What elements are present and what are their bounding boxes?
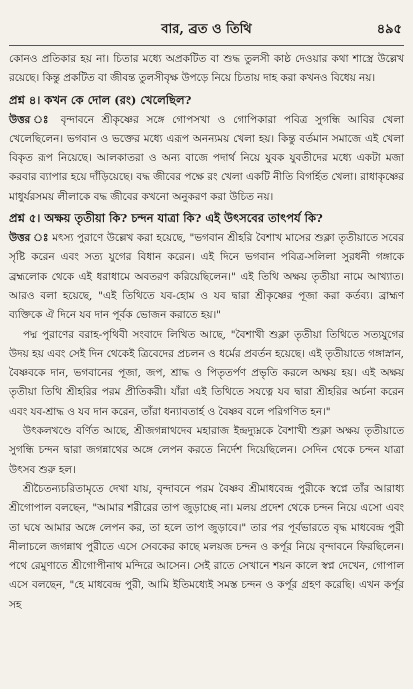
body-paragraph: কোনও প্রতিকার হয় না। চিতার মধ্যে অপ্রকটিত বা শুদ্ধ তুলসী কাষ্ঠ দেওয়ার কথা শাস্ত্রে উল্লেখ রয়েছে। কিন্তু প্রকটিত বা জীবন্ত তুলসীবৃক্ষ উপড়ে নিয়ে চিতায় দাহ করা কখনও বিধেয় নয়। <box>9 53 404 85</box>
body-paragraph: শ্রীচৈতন্যচরিতামৃতে দেখা যায়, বৃন্দাবনে পরম বৈষ্ণব শ্রীমাধবেন্দ্র পুরীকে স্বপ্নে তাঁর আরাধ্য শ্রীগোপাল বলছেন, "আমার শরীরের তাপ জুড়াচ্ছে না। মলয় প্রদেশ থেকে চন্দন নিয়ে এসো এবং তা ঘষে আমার অঙ্গে লেপন কর, তা হলে তাপ জুড়াবে।" তার পর পূর্বভারতে বৃদ্ধ মাধবেন্দ্র পুরী নীলাচলে জগন্নাথ পুরীতে এসে সেবকের কাছে মলয়জ চন্দন ও কর্পূর নিয়ে বৃন্দাবনে ফিরছিলেন। পথে রেমুণাতে শ্রীগোপীনাথ মন্দিরে আসেন। সেই রাতে সেখানে শয়ন কালে স্বপ্ন দেখেন, গোপাল এসে বলছেন, "হে মাধবেন্দ্র পুরী, আমি ইতিমধ্যেই সমস্ত চন্দন ও কর্পূর গ্রহণ করেছি। এখন কর্পূর সহ <box>9 482 404 611</box>
running-title: বার, ব্রত ও তিথি <box>161 22 252 37</box>
body-paragraph: পদ্ম পুরাণের বরাহ-পৃথিবী সংবাদে লিখিত আছে, "বৈশাখী শুক্লা তৃতীয়া তিথিতে সত্যযুগের উদয় হয় এবং সেই দিন থেকেই ত্রিবেদের প্রচলন ও ধর্মের প্রবর্তন হয়েছে। এই তৃতীয়াতে গঙ্গাস্নান, বৈষ্ণবকে দান, ভগবানের পূজা, জপ, শ্রাদ্ধ ও পিতৃতর্পণ প্রভৃতি করলে অক্ষয় হয়। এই অক্ষয় তৃতীয়া তিথি শ্রীহরির পরম প্রীতিকরী। যাঁরা এই তিথিতে সযত্নে যব দ্বারা শ্রীহরির অর্চনা করেন এবং যব-শ্রাদ্ধ ও যব দান করেন, তাঁরা ধন্যাবতার্হ ও বৈষ্ণব বলে পরিগণিত হন।" <box>9 328 404 418</box>
header-rule <box>9 45 404 46</box>
page-body <box>9 50 404 615</box>
question-heading: প্রশ্ন ৫। অক্ষয় তৃতীয়া কি? চন্দন যাত্রা কি? এই উৎসবের তাৎপর্য কি? <box>9 211 323 226</box>
answer-label: উত্তর ঃ <box>9 232 49 245</box>
answer-text: বৃন্দাবনে শ্রীকৃষ্ণের সঙ্গে গোপসখা ও গোপিকারা পবিত্র সুগন্ধি আবির খেলা খেলেছিলেন। ভগবান ও ভক্তের মধ্যে এরূপ অনন্যময় খেলা হয়। কিন্তু বর্তমান সমাজে এই খেলা বিকৃত রূপ নিয়েছে। আলকাতরা ও অন্য বাজে পদার্থ নিয়ে যুবক যুবতীদের মধ্যে একটা মজা করবার ব্যাপার হয়ে দাঁড়িয়েছে। বদ্ধ জীবের পক্ষে রং খেলা একটি নীতি বিগর্হিত খেলা। রাধাকৃষ্ণের মাধুর্যরসময় লীলাকে বদ্ধ জীবের কখনো অনুকরণ করা উচিত নয়। <box>9 113 404 203</box>
page-header <box>9 20 404 42</box>
question-heading: প্রশ্ন ৪। কখন কে দোল (রং) খেলেছিল? <box>9 92 192 107</box>
answer-paragraph <box>9 229 404 325</box>
answer-text: মৎস্য পুরাণে উল্লেখ করা হয়েছে, "ভগবান শ্রীহরি বৈশাখ মাসের শুক্লা তৃতীয়াতে সবের সৃষ্টি করেন এবং সত্য যুগের বিধান করেন। এই দিনে ভগবান পবিত্র-সলিলা সুরধনী গঙ্গাকে ব্রহ্মলোক থেকে এই ধরাধামে অবতরণ করিয়েছিলেন।" এই তিথি অক্ষয় তৃতীয়া নামে আখ্যাত। আরও বলা হয়েছে, "এই তিথিতে যব-হোম ও যব দ্বারা শ্রীকৃষ্ণের পূজা করা কর্তব্য। ব্রাহ্মণ ব্যক্তিকে ঐ দিনে যব দান পূর্বক ভোজন করাতে হয়।" <box>9 232 404 322</box>
answer-label: উত্তর ঃ <box>9 113 53 126</box>
page-number: ৪৯৫ <box>376 22 402 37</box>
body-paragraph: উৎকলখণ্ডে বর্ণিত আছে, শ্রীজগন্নাথদেব মহারাজ ইন্দ্রদ্যুম্নকে বৈশাখী শুক্লা অক্ষয় তৃতীয়াতে সুগন্ধি চন্দন দ্বারা জগন্নাথের অঙ্গে লেপন করতে নির্দেশ দিয়েছিলেন। সেদিন থেকে চন্দন যাত্রা উৎসব শুরু হল। <box>9 425 404 476</box>
answer-paragraph <box>9 111 404 207</box>
